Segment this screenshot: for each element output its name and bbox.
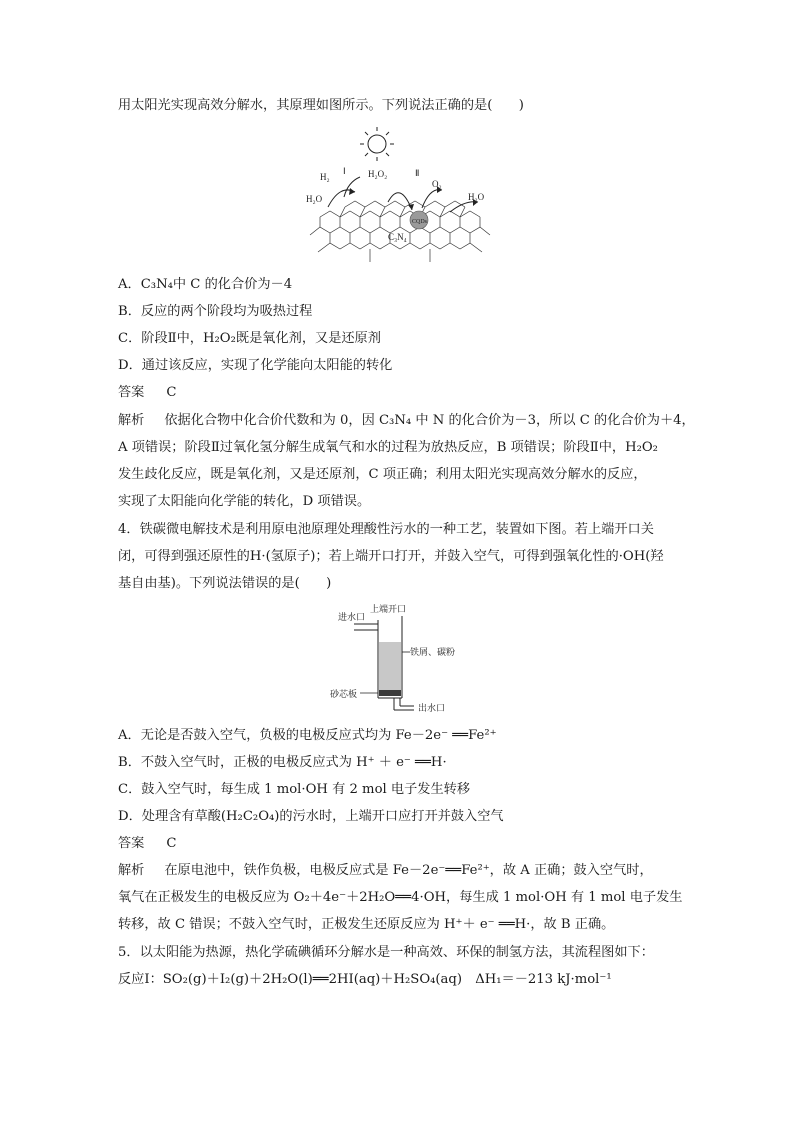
q3-option-a: A．C₃N₄中 C 的化合价为－4 bbox=[118, 277, 293, 292]
q3-stem: 用太阳光实现高效分解水，其原理如图所示。下列说法正确的是( ) bbox=[118, 98, 524, 113]
iron-carbon-filler bbox=[379, 642, 401, 690]
analysis-label: 解析 bbox=[118, 863, 145, 878]
answer-value: C bbox=[166, 836, 177, 851]
q4-option-d: D．处理含有草酸(H₂C₂O₄)的污水时，上端开口应打开并鼓入空气 bbox=[118, 809, 504, 824]
o2-label: O₂ bbox=[432, 179, 442, 189]
q3-option-c: C．阶段Ⅱ中，H₂O₂既是氧化剂，又是还原剂 bbox=[118, 331, 381, 346]
sun-icon bbox=[360, 127, 394, 161]
q3-analysis-line-1 bbox=[118, 412, 695, 430]
q3-option-d: D．通过该反应，实现了化学能向太阳能的转化 bbox=[118, 358, 393, 373]
q4-option-b: B．不鼓入空气时，正极的电极反应式为 H⁺ ＋ e⁻ ══H· bbox=[118, 755, 447, 770]
q4-stem-line-1: 4．铁碳微电解技术是利用原电池原理处理酸性污水的一种工艺，装置如下图。若上端开口关 bbox=[118, 522, 654, 537]
analysis-text: 依据化合物中化合价代数和为 0，因 C₃N₄ 中 N 的化合价为－3，所以 C 的化合价为＋4， bbox=[164, 413, 695, 428]
q4-stem-line-3: 基自由基)。下列说法错误的是( ) bbox=[118, 576, 332, 591]
cqds-label: CQDs bbox=[412, 219, 428, 225]
column-device-figure bbox=[330, 600, 490, 718]
q3-analysis-line-4: 实现了太阳能向化学能的转化，D 项错误。 bbox=[118, 494, 371, 509]
sand-plate-label: 砂芯板 bbox=[330, 690, 358, 700]
h2o2-label: H₂O₂ bbox=[368, 169, 388, 179]
reaction-arrows bbox=[328, 177, 478, 212]
q4-option-a: A．无论是否鼓入空气，负极的电极反应式均为 Fe－2e⁻ ══Fe²⁺ bbox=[118, 728, 497, 743]
c3n4-label: C₃N₄ bbox=[388, 232, 407, 242]
q5-reaction-1: 反应Ⅰ：SO₂(g)＋I₂(g)＋2H₂O(l)══2HI(aq)＋H₂SO₄(aq) ΔH₁＝－213 kJ·mol⁻¹ bbox=[118, 972, 612, 987]
q3-analysis-line-2: A 项错误；阶段Ⅱ过氧化氢分解生成氧气和水的过程为放热反应，B 项错误；阶段Ⅱ中，H₂O₂ bbox=[118, 440, 658, 455]
water-inlet-label: 进水口 bbox=[338, 613, 366, 623]
water-outlet-label: 出水口 bbox=[418, 704, 446, 714]
q3-option-b: B．反应的两个阶段均为吸热过程 bbox=[118, 304, 313, 319]
answer-value: C bbox=[166, 385, 177, 400]
q3-answer bbox=[118, 384, 176, 402]
answer-label: 答案 bbox=[118, 836, 145, 851]
h2-label: H₂ bbox=[320, 172, 330, 182]
top-opening-label: 上端开口 bbox=[370, 605, 407, 615]
q4-answer bbox=[118, 835, 176, 853]
q3-analysis-line-3: 发生歧化反应，既是氧化剂，又是还原剂，C 项正确；利用太阳光实现高效分解水的反应， bbox=[118, 467, 647, 482]
stage-ii-label: Ⅱ bbox=[415, 168, 420, 178]
analysis-label: 解析 bbox=[118, 413, 145, 428]
q4-analysis-line-3: 转移，故 C 错误；不鼓入空气时，正极发生还原反应为 H⁺＋ e⁻ ══H·，故 B 正确。 bbox=[118, 917, 615, 932]
answer-label: 答案 bbox=[118, 385, 145, 400]
q4-stem-line-2: 闭，可得到强还原性的H·(氢原子)；若上端开口打开，并鼓入空气，可得到强氧化性的·OH(羟 bbox=[118, 549, 664, 564]
sand-core-plate bbox=[379, 690, 401, 696]
analysis-text: 在原电池中，铁作负极，电极反应式是 Fe－2e⁻══Fe²⁺，故 A 正确；鼓入空气时， bbox=[164, 863, 653, 878]
q5-stem: 5．以太阳能为热源，热化学硫碘循环分解水是一种高效、环保的制氢方法，其流程图如下： bbox=[118, 945, 654, 960]
q4-option-c: C．鼓入空气时，每生成 1 mol·OH 有 2 mol 电子发生转移 bbox=[118, 782, 471, 797]
h2o-right-label: H₂O bbox=[468, 192, 485, 202]
q4-analysis-line-1 bbox=[118, 862, 653, 880]
q4-analysis-line-2: 氧气在正极发生的电极反应为 O₂＋4e⁻＋2H₂O══4·OH，每生成 1 mol·OH 有 1 mol 电子发生 bbox=[118, 890, 683, 905]
filler-label: 铁屑、碳粉 bbox=[410, 648, 456, 658]
stage-i-label: Ⅰ bbox=[343, 166, 346, 176]
h2o-left-label: H₂O bbox=[306, 194, 323, 204]
photocatalysis-figure bbox=[300, 122, 510, 272]
